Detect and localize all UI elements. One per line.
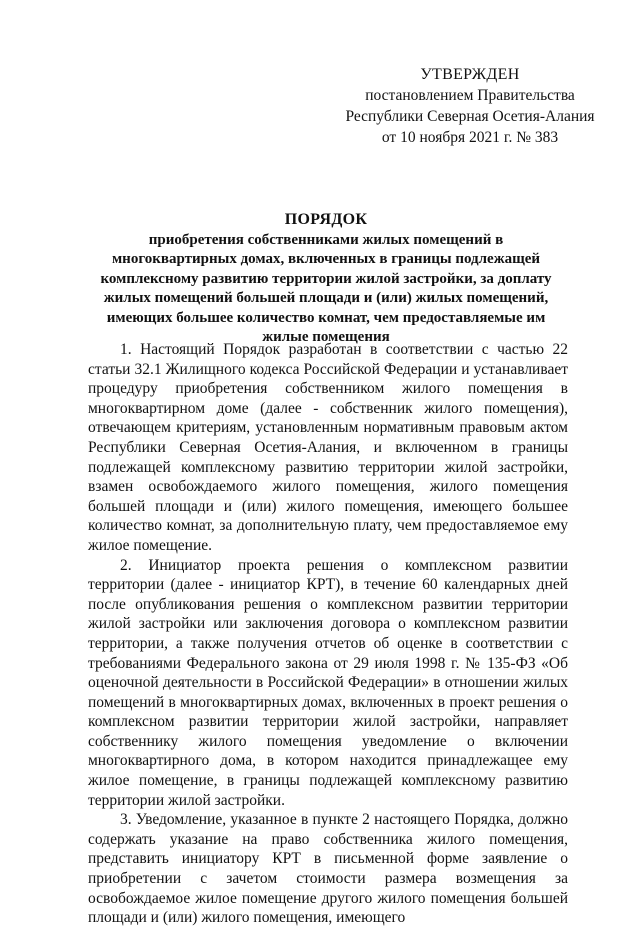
title-subtitle: приобретения собственниками жилых помещений в многоквартирных домах, включенных в границы подлежащей комплексному развитию территории жилой застройки, за доплату жилых помещений большей площади и (или) жилых помещений, имеющих большее количество комнат, чем предоставляемые им жилые помещения — [100, 231, 552, 345]
approval-stamp — [340, 64, 600, 148]
approved-label: УТВЕРЖДЕН — [420, 66, 520, 83]
document-body — [88, 340, 568, 928]
approval-line-2: Республики Северная Осетия-Алания — [345, 108, 595, 125]
approval-line-1: постановлением Правительства — [365, 87, 575, 104]
paragraph-1: 1. Настоящий Порядок разработан в соответствии с частью 22 статьи 32.1 Жилищного кодекса Российской Федерации и устанавливает процедуру приобретения собственником жилого помещения в многоквартирном доме (далее - собственник жилого помещения), отвечающем критериям, установленным нормативным правовым актом Республики Северная Осетия-Алания, и включенном в границы подлежащей комплексному развитию территории жилой застройки, взамен освобождаемого жилого помещения, жилого помещения большей площади и (или) жилого помещения, имеющего большее количество комнат, за дополнительную плату, чем предоставляемое ему жилое помещение. — [88, 341, 568, 554]
paragraph-3: 3. Уведомление, указанное в пункте 2 настоящего Порядка, должно содержать указание на право собственника жилого помещения, представить инициатору КРТ в письменной форме заявление о приобретении с зачетом стоимости размера возмещения за освобождаемое жилое помещение другого жилого помещения большей площади и (или) жилого помещения, имеющего — [88, 811, 568, 927]
document-title — [95, 210, 557, 348]
approval-line-3: от 10 ноября 2021 г. № 383 — [381, 129, 559, 146]
paragraph-2: 2. Инициатор проекта решения о комплексном развитии территории (далее - инициатор КРТ), в течение 60 календарных дней после опубликования решения о комплексном развитии территории жилой застройки или заключения договора о комплексном развитии территории, а также получения отчетов об оценке в соответствии с требованиями Федерального закона от 29 июля 1998 г. № 135-ФЗ «Об оценочной деятельности в Российской Федерации» в отношении жилых помещений в многоквартирных домах, включенных в проект решения о комплексном развитии территории жилой застройки, направляет собственнику жилого помещения уведомление о включении многоквартирного дома, в котором находится принадлежащее ему жилое помещение, в границы подлежащей комплексному развитию территории жилой застройки. — [88, 556, 568, 809]
title-heading: ПОРЯДОК — [284, 211, 368, 228]
